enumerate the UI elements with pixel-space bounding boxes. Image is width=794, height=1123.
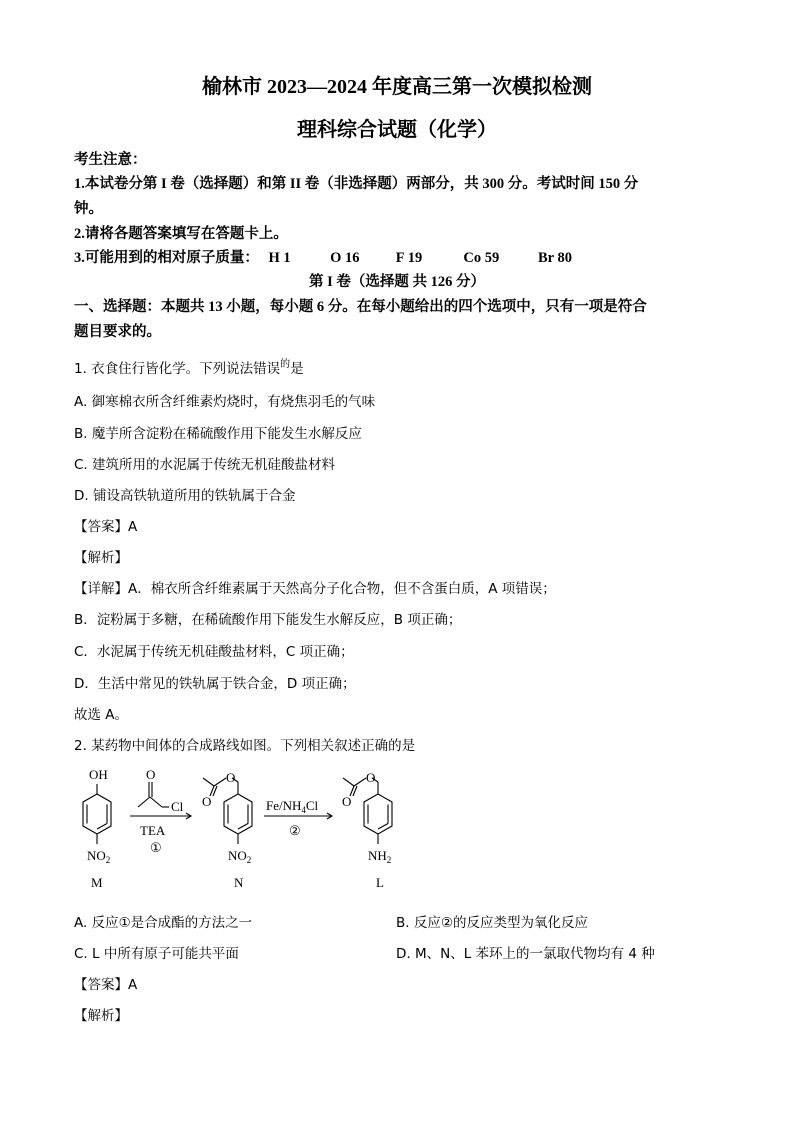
- mass-f: F 19: [395, 250, 423, 266]
- q2-option-c: C. L 中所有原子可能共平面: [74, 946, 239, 962]
- q1-option-b: B. 魔芋所含淀粉在稀硫酸作用下能发生水解反应: [74, 426, 362, 442]
- m-no2-label: $NO_2$: [87, 848, 111, 865]
- mass-o: O 16: [330, 250, 360, 266]
- exam-subtitle: 理科综合试题（化学）: [297, 119, 497, 141]
- n-ester-o: O: [226, 770, 236, 785]
- notice-item-3: [74, 246, 572, 267]
- section-intro-cont: 题目要求的。: [74, 324, 161, 340]
- q1-detail-c: C．水泥属于传统无机硅酸盐材料，C 项正确；: [74, 644, 354, 660]
- q2-analysis-label: 【解析】: [74, 1008, 128, 1024]
- n-carbonyl-o: O: [202, 794, 212, 809]
- acetyl-chloride-structure: [138, 782, 169, 807]
- notice-item-1-cont: 钟。: [74, 201, 103, 217]
- l-ester-o: O: [366, 770, 376, 785]
- exam-title: 榆林市 2023—2024 年度高三第一次模拟检测: [202, 76, 592, 98]
- condition-2-reagent: $Fe/NH_4Cl$: [266, 798, 319, 815]
- mass-co: Co 59: [463, 250, 500, 266]
- q1-detail-conclusion: 故选 A。: [74, 707, 129, 723]
- q1-answer: 【答案】A: [74, 519, 138, 535]
- q1-stem-end: 是: [290, 361, 304, 377]
- reagent-carbonyl-o: O: [146, 767, 156, 782]
- q2-answer: 【答案】A: [74, 977, 138, 993]
- q1-analysis-label: 【解析】: [74, 550, 128, 566]
- notice-item-3-label: 3.可能用到的相对原子质量：: [74, 250, 259, 266]
- q2-stem: 2. 某药物中间体的合成路线如图。下列相关叙述正确的是: [74, 738, 416, 754]
- q2-option-d: D. M、N、L 苯环上的一氯取代物均有 4 种: [396, 946, 655, 962]
- m-name-label: M: [91, 875, 103, 890]
- mass-h: H 1: [268, 250, 291, 266]
- l-benzene-ring: [364, 794, 392, 844]
- q1-option-a: A. 御寒棉衣所含纤维素灼烧时，有烧焦羽毛的气味: [74, 394, 376, 410]
- q1-detail-a: 【详解】A．棉衣所含纤维素属于天然高分子化合物，但不含蛋白质，A 项错误；: [74, 581, 556, 597]
- reaction-arrow-2: [264, 813, 332, 819]
- q1-option-d: D. 铺设高铁轨道所用的铁轨属于合金: [74, 488, 296, 504]
- notice-item-2: 2.请将各题答案填写在答题卡上。: [74, 226, 288, 242]
- n-benzene-ring: [224, 794, 252, 844]
- condition-2-number: ②: [289, 823, 301, 838]
- mass-br: Br 80: [538, 250, 572, 266]
- q1-stem: [74, 357, 304, 377]
- q1-detail-b: B．淀粉属于多糖，在稀硫酸作用下能发生水解反应，B 项正确；: [74, 612, 462, 628]
- condition-1-reagent: TEA: [140, 823, 166, 838]
- q2-option-b: B. 反应②的反应类型为氧化反应: [396, 915, 588, 931]
- m-oh-label: OH: [89, 767, 108, 782]
- n-name-label: N: [234, 875, 244, 890]
- section-intro: 一、选择题：本题共 13 小题，每小题 6 分。在每小题给出的四个选项中，只有一项是符合: [74, 299, 647, 315]
- notice-heading: 考生注意：: [74, 152, 147, 168]
- section-title: 第 I 卷（选择题 共 126 分）: [308, 274, 486, 290]
- m-benzene-ring: [83, 784, 111, 844]
- l-name-label: L: [376, 875, 384, 890]
- synthesis-scheme: [60, 760, 420, 895]
- condition-1-number: ①: [150, 840, 162, 855]
- reagent-cl-label: Cl: [171, 799, 184, 814]
- q1-detail-d: D．生活中常见的铁轨属于铁合金，D 项正确；: [74, 676, 356, 692]
- q2-option-a: A. 反应①是合成酯的方法之一: [74, 915, 253, 931]
- q1-option-c: C. 建筑所用的水泥属于传统无机硅酸盐材料: [74, 457, 336, 473]
- notice-item-1: 1.本试卷分第 I 卷（选择题）和第 II 卷（非选择题）两部分，共 300 分。考试时间 150 分: [74, 176, 639, 192]
- q1-stem-dot: 的: [280, 359, 291, 370]
- l-nh2-label: $NH_2$: [368, 848, 392, 865]
- n-no2-label: $NO_2$: [228, 848, 252, 865]
- q1-stem-text: 1. 衣食住行皆化学。下列说法错误: [74, 361, 281, 377]
- l-carbonyl-o: O: [342, 794, 352, 809]
